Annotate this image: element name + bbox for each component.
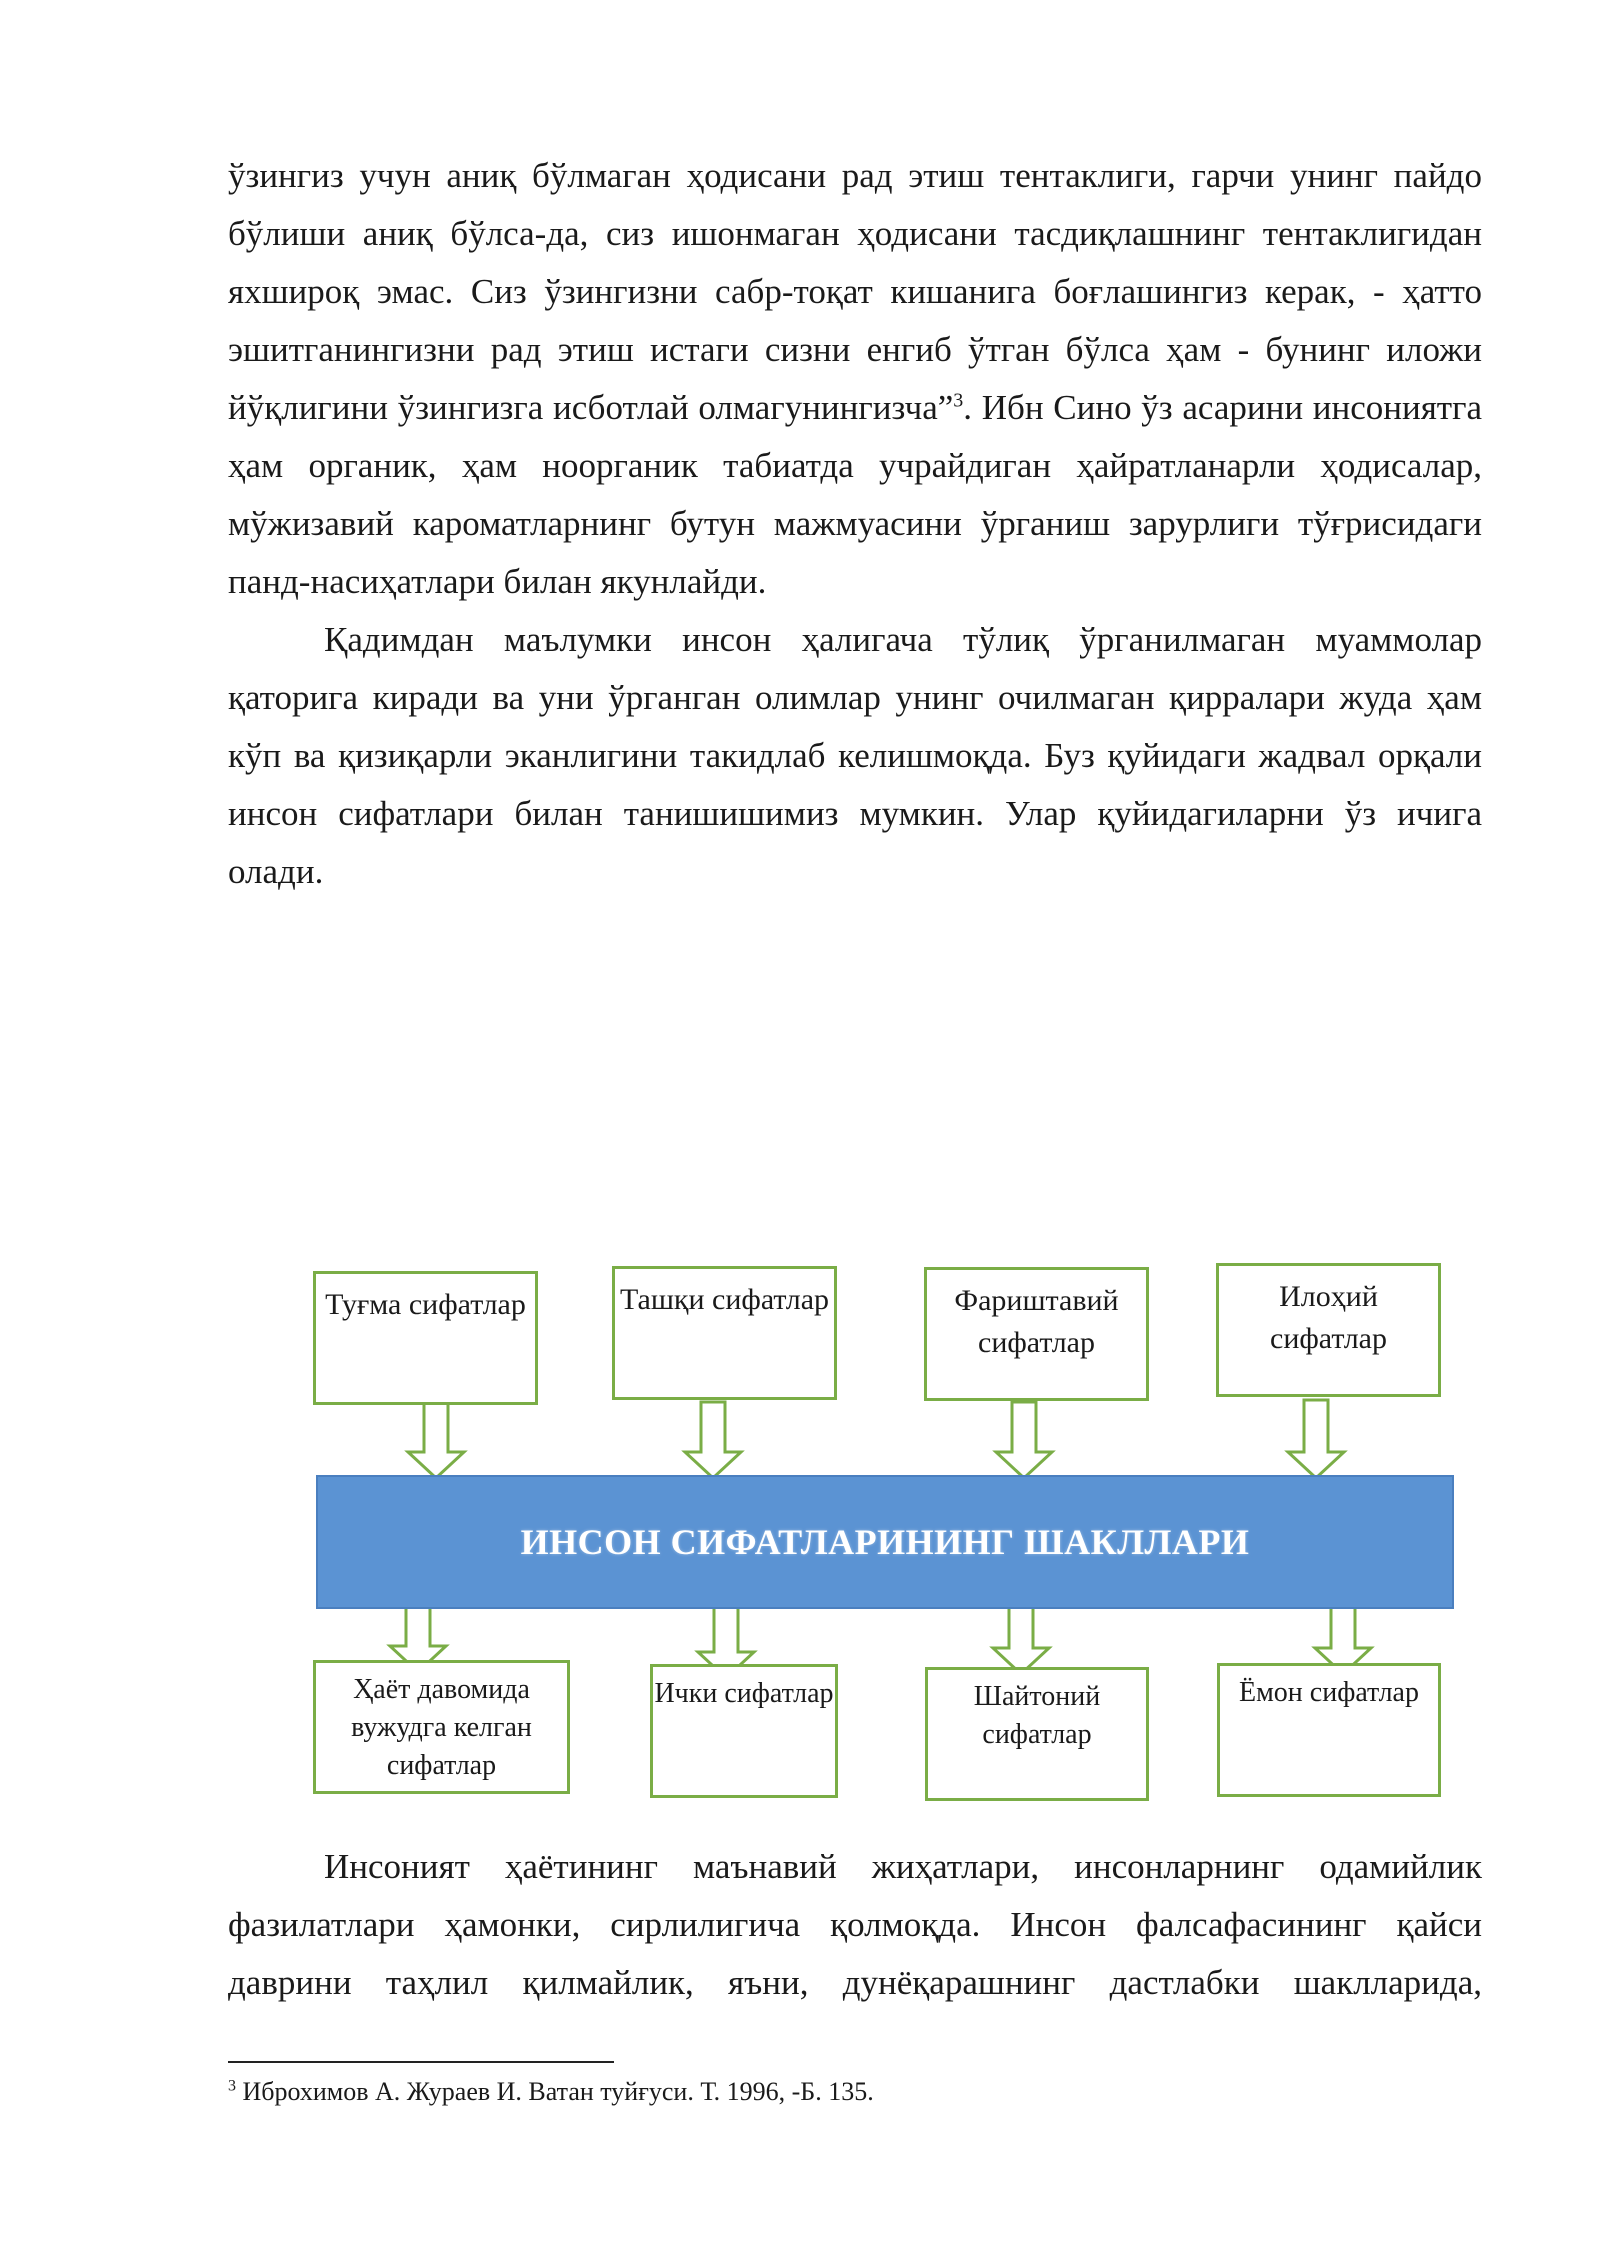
arrow-down-icon: [408, 1402, 464, 1478]
box-innate-qualities: Туғма сифатлар: [313, 1271, 538, 1405]
box-acquired-qualities: Ҳаёт давомида вужудга келган сифатлар: [313, 1660, 570, 1794]
arrow-down-icon: [1288, 1400, 1344, 1478]
box-external-qualities: Ташқи сифатлар: [612, 1266, 837, 1400]
box-devilish-qualities: Шайтоний сифатлар: [925, 1667, 1149, 1801]
body-text-bottom: [228, 1838, 1482, 2012]
paragraph-3: Инсоният ҳаётининг маънавий жиҳатлари, инсонларнинг одамийлик фазилатлари ҳамонки, сирлилигича қолмоқда. Инсон фалсафасининг қайси даврини таҳлил қилмайлик, яъни, дунёқарашнинг дастлабки шаклларида,: [228, 1847, 1482, 2002]
box-bad-qualities: Ёмон сифатлар: [1217, 1663, 1441, 1797]
diagram-center-banner: ИНСОН СИФАТЛАРИНИНГ ШАКЛЛАРИ: [316, 1475, 1454, 1609]
footnote: [228, 2075, 874, 2109]
paragraph-1-tail: . Ибн Сино ўз асарини инсониятга ҳам органик, ҳам ноорганик табиатда учрайдиган ҳайратланарли ҳодисалар, мўжизавий кароматларнинг бутун мажмуасини ўрганиш зарурлиги тўғрисидаги панд-насиҳатлари билан якунлайди.: [228, 388, 1482, 601]
box-divine-qualities: Илоҳий сифатлар: [1216, 1263, 1441, 1397]
box-angelic-qualities: Фариштавий сифатлар: [924, 1267, 1149, 1401]
paragraph-1-text: ўзингиз учун аниқ бўлмаган ҳодисани рад этиш тентаклиги, гарчи унинг пайдо бўлиши аниқ бўлса-да, сиз ишонмаган ҳодисани тасдиқлашнинг тентаклигидан яхшироқ эмас. Сиз ўзингизни сабр-тоқат кишанига боғлашингиз керак, - ҳатто эшитганингизни рад этиш истаги сизни енгиб ўтган бўлса ҳам - бунинг иложи йўқлигини ўзингизга исботлай олмагунингизча”: [228, 156, 1482, 427]
footnote-text: Иброхимов А. Жураев И. Ватан туйғуси. Т. 1996, -Б. 135.: [242, 2077, 874, 2106]
box-inner-qualities: Ички сифатлар: [650, 1664, 838, 1798]
footnote-separator: [228, 2061, 614, 2063]
paragraph-2: Қадимдан маълумки инсон ҳалигача тўлиқ ўрганилмаган муаммолар қаторига киради ва уни ўрганган олимлар унинг очилмаган қирралари жуда ҳам кўп ва қизиқарли эканлигини такидлаб келишмоқда. Буз қуйидаги жадвал орқали инсон сифатлари билан танишишимиз мумкин. Улар қуйидагиларни ўз ичига олади.: [228, 620, 1482, 891]
arrow-down-icon: [996, 1402, 1052, 1478]
footnote-reference[interactable]: 3: [953, 389, 964, 412]
footnote-number: 3: [228, 2077, 236, 2095]
arrow-down-icon: [685, 1402, 741, 1478]
